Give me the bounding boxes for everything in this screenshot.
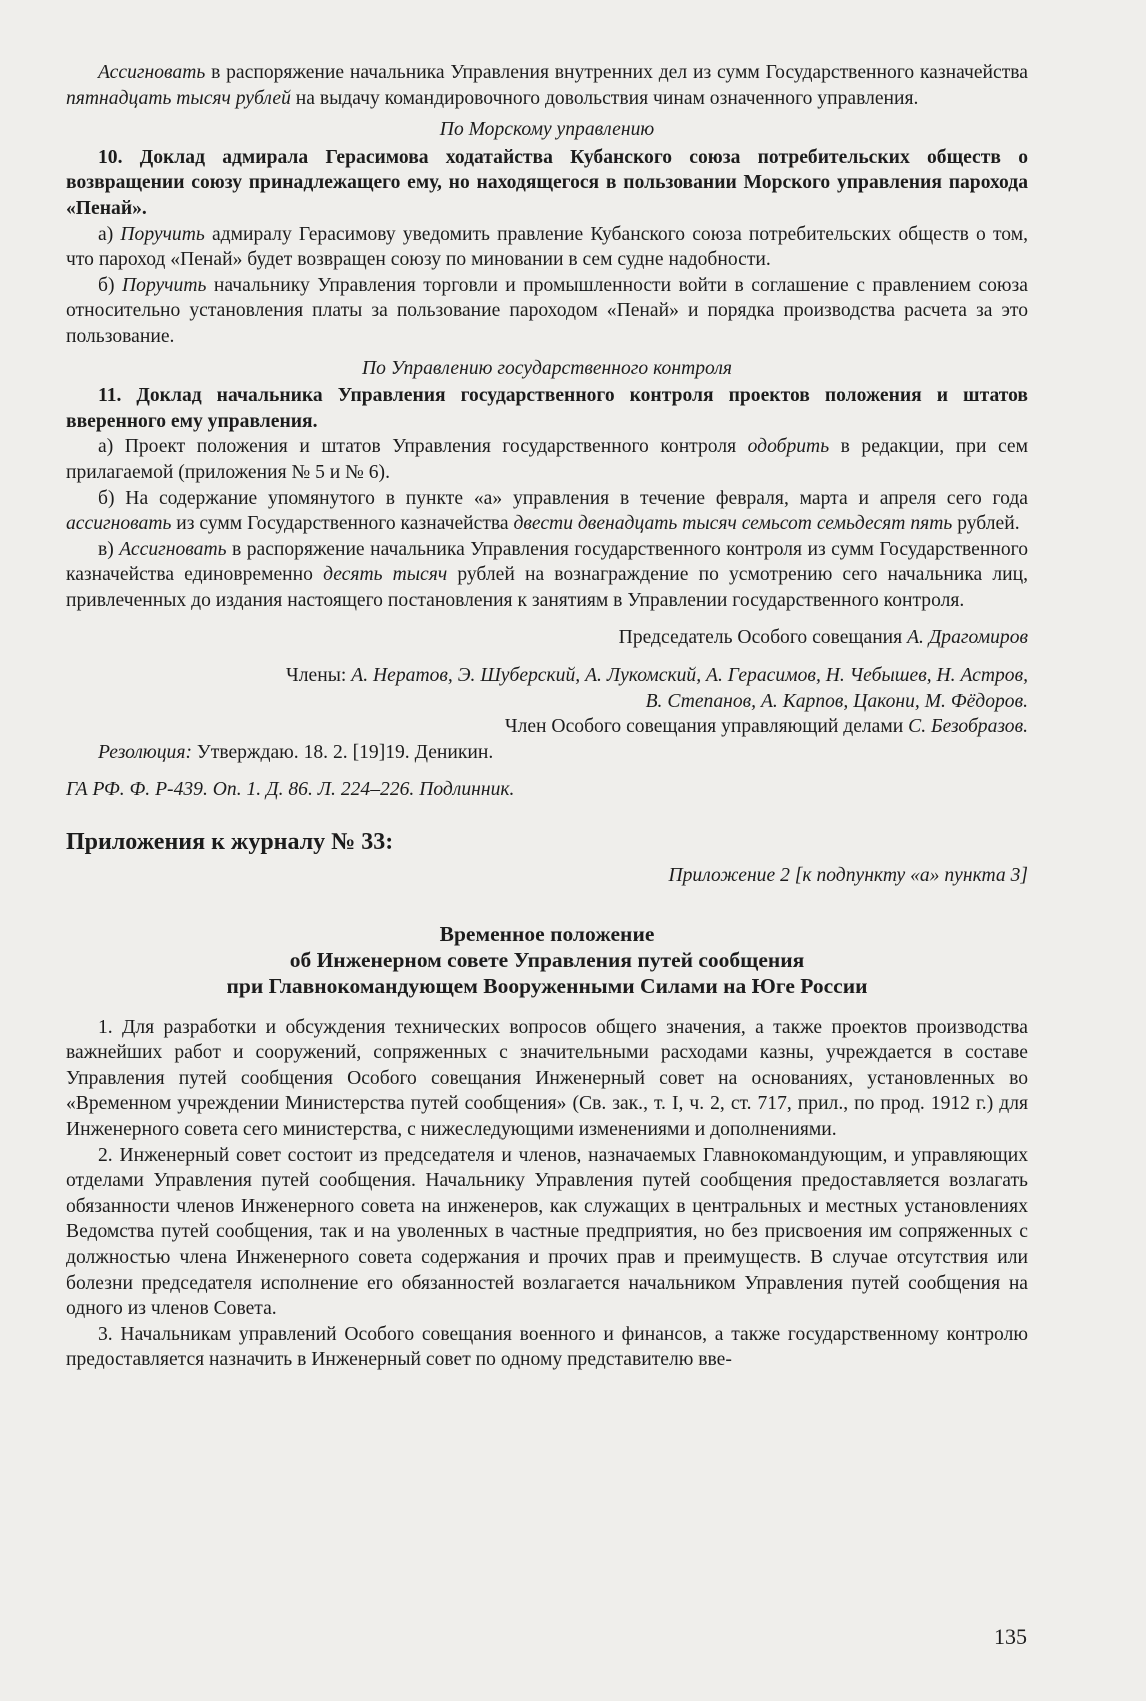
item-11-c-text-1: в распоряжение начальника Управления государственного контроля из сумм Государственного казначейства единовременно: [66, 538, 1028, 586]
intro-amount: пятнадцать тысяч рублей: [66, 87, 291, 109]
item-11-a-verb: одобрить: [747, 436, 830, 458]
item-10-a: [66, 222, 1028, 273]
item-11-b: [66, 486, 1028, 537]
document-title-line-2: об Инженерном совете Управления путей сообщения: [289, 947, 805, 972]
item-11-c-verb: Ассигновать: [119, 538, 227, 560]
intro-verb: Ассигновать: [98, 62, 206, 83]
item-11-c-amount: десять тысяч: [323, 564, 448, 586]
item-10-b-marker: б): [98, 274, 122, 296]
chair-label: Председатель Особого совещания: [618, 627, 908, 649]
item-11-c: [66, 537, 1028, 614]
item-11-a-text-2: в редакции, при сем прилагаемой (приложения № 5 и № 6).: [66, 436, 1029, 483]
item-11-c-marker: в): [98, 538, 120, 560]
manager-signature: [66, 714, 1028, 740]
item-11-b-text-2: из сумм Государственного казначейства: [171, 513, 514, 535]
item-10-a-text: адмиралу Герасимову уведомить правление Кубанского союза потребительских обществ о том, что пароход «Пенай» будет возвращен союзу по миновании в сем судне надобности.: [66, 223, 1029, 271]
intro-paragraph: [66, 60, 1028, 111]
appendix-title: Приложения к журналу № 33:: [66, 829, 394, 856]
clause-3: 3. Начальникам управлений Особого совещания военного и финансов, а также государственному контролю предоставляется назначить в Инженерный совет по одному представителю вве-: [66, 1323, 1028, 1371]
intro-text-1: в распоряжение начальника Управления внутренних дел из сумм Государственного казначейства: [205, 62, 1028, 83]
item-11-c-text-2: рублей на вознаграждение по усмотрению сего начальника лиц, привлеченных до издания настоящего постановления к занятиям в Управлении государственного контроля.: [66, 564, 1029, 611]
item-11-b-verb: ассигновать: [66, 513, 172, 535]
item-11-heading: 11. Доклад начальника Управления государственного контроля проектов положения и штатов вверенного ему управления.: [66, 385, 1028, 432]
item-11-b-text-3: рублей.: [952, 513, 1020, 535]
item-10-heading: 10. Доклад адмирала Герасимова ходатайства Кубанского союза потребительских обществ о возвращении союзу принадлежащего ему, но находящегося в пользовании Морского управления парохода «Пенай».: [66, 146, 1028, 219]
chair-name: А. Драгомиров: [907, 627, 1028, 649]
item-11-b-text-1: б) На содержание упомянутого в пункте «а» управления в течение февраля, марта и апреля сего года: [98, 487, 1028, 509]
section-control-heading: По Управлению государственного контроля: [362, 357, 732, 379]
document-title-line-1: Временное положение: [439, 921, 655, 946]
manager-label: Член Особого совещания управляющий делами: [504, 716, 909, 738]
item-11-b-amount: двести двенадцать тысяч семьсот семьдесят пять: [513, 513, 953, 535]
item-10-a-marker: а): [98, 223, 121, 245]
item-10-b-text: начальнику Управления торговли и промышленности войти в соглашение с правлением союза относительно установления платы за пользование пароходом «Пенай» и порядка производства расчета за это пользование.: [66, 274, 1028, 347]
resolution: [66, 740, 1028, 766]
item-10-b: [66, 273, 1028, 350]
members-line-2: В. Степанов, А. Карпов, Цакони, М. Фёдоров.: [645, 690, 1028, 712]
archive-reference: ГА РФ. Ф. Р-439. Оп. 1. Д. 86. Л. 224–226. Подлинник.: [66, 779, 515, 801]
appendix-reference: Приложение 2 [к подпункту «а» пункта 3]: [668, 865, 1028, 887]
clause-1: 1. Для разработки и обсуждения технических вопросов общего значения, а также проектов производства важнейших работ и сооружений, сопряженных с значительными расходами казны, учреждается в составе Управления путей сообщения Особого совещания Инженерный совет на основаниях, установленных во «Временном учреждении Министерства путей сообщения» (Св. зак., т. I, ч. 2, ст. 717, прил., по прод. 1912 г.) для Инженерного совета сего министерства, с нижеследующими изменениями и дополнениями.: [66, 1016, 1028, 1140]
section-navy-heading: По Морскому управлению: [439, 119, 655, 141]
members-names-1: А. Нератов, Э. Шуберский, А. Лукомский, А. Герасимов, Н. Чебышев, Н. Астров,: [351, 665, 1028, 687]
item-10-b-verb: Поручить: [122, 274, 207, 296]
document-title: [66, 921, 1028, 999]
resolution-label: Резолюция:: [98, 741, 192, 763]
intro-text-2: на выдачу командировочного довольствия чинам означенного управления.: [290, 87, 919, 109]
page-number: 135: [994, 1624, 1027, 1649]
members-line-1: [66, 663, 1028, 689]
members-label: Члены:: [286, 665, 352, 687]
resolution-text: Утверждаю. 18. 2. [19]19. Деникин.: [191, 741, 494, 763]
manager-name: С. Безобразов.: [908, 716, 1028, 738]
item-10-a-verb: Поручить: [120, 223, 205, 245]
document-title-line-3: при Главнокомандующем Вооруженными Силами на Юге России: [226, 973, 868, 998]
chair-signature: [66, 625, 1028, 651]
clause-2: 2. Инженерный совет состоит из председателя и членов, назначаемых Главнокомандующим, и управляющих отделами Управления путей сообщения. Начальнику Управления путей сообщения предоставляется возлагать обязанности членов Инженерного совета на инженеров, как служащих в центральных и местных установлениях Ведомства путей сообщения, так и на уволенных в частные предприятия, но без присвоения им сопряженных с должностью члена Инженерного совета содержания и прочих прав и преимуществ. В случае отсутствия или болезни председателя исполнение его обязанностей возлагается начальником Управления путей сообщения на одного из членов Совета.: [66, 1144, 1028, 1320]
item-11-a-text-1: а) Проект положения и штатов Управления государственного контроля: [98, 436, 748, 458]
item-11-a: [66, 434, 1028, 485]
